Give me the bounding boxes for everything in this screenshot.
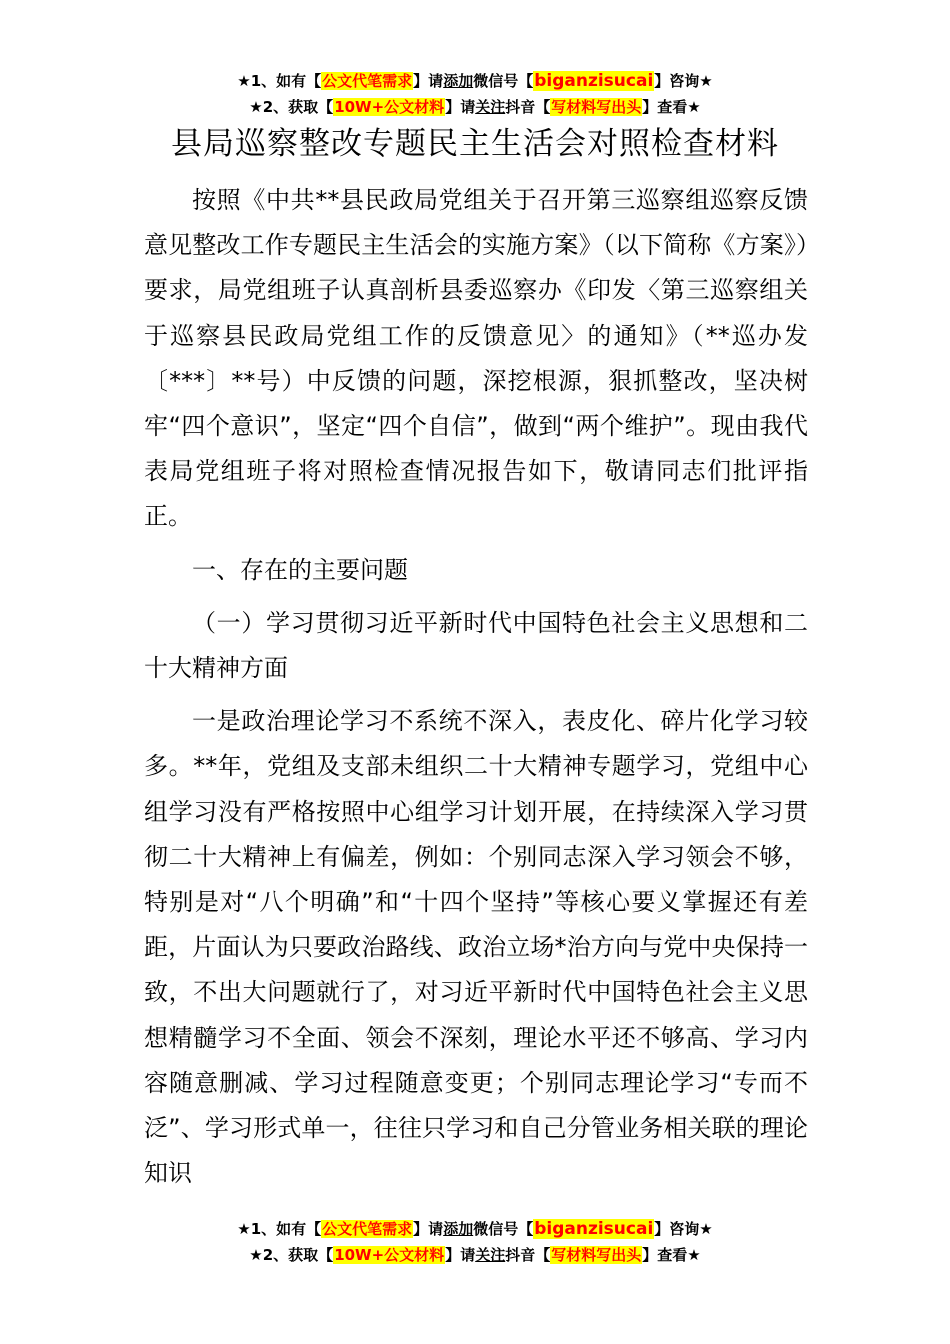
highlight-wechat-id: biganzisucai: [534, 1219, 654, 1239]
paragraph-issue-1: 一是政治理论学习不系统不深入，表皮化、碎片化学习较多。**年，党组及支部未组织二十大精神专题学习，党组中心组学习没有严格按照中心组学习计划开展，在持续深入学习贯彻二十大精神上有偏差，例如：个别同志深入学习领会不够，特别是对“八个明确”和“十四个坚持”等核心要义掌握还有差距，片面认为只要政治路线、政治立场*治方向与党中央保持一致，不出大问题就行了，对习近平新时代中国特色社会主义思想精髓学习不全面、领会不深刻，理论水平还不够高、学习内容随意删减、学习过程随意变更；个别同志理论学习“专而不泛”、学习形式单一，往往只学习和自己分管业务相关联的理论知识: [144, 707, 808, 1188]
banner-text: 】请: [445, 1246, 476, 1264]
banner-line-2: [0, 94, 950, 120]
banner-text: 】请: [413, 1220, 444, 1238]
banner-text: 】请: [413, 72, 444, 90]
banner-text: 】查看★: [642, 98, 701, 116]
highlight-wechat-id: biganzisucai: [534, 71, 654, 91]
banner-text: 微信号【: [473, 1220, 534, 1238]
header-banner: [0, 68, 950, 120]
banner-line-1: [0, 68, 950, 94]
banner-text: ★1、如有【: [237, 1220, 322, 1238]
section-heading: 一、存在的主要问题: [192, 555, 408, 584]
banner-text: ★2、获取【: [249, 1246, 334, 1264]
banner-text: 抖音【: [505, 98, 551, 116]
highlight-materials: 10W+公文材料: [334, 1246, 445, 1264]
banner-line-1: [0, 1216, 950, 1242]
highlight-materials: 10W+公文材料: [334, 98, 445, 116]
document-title: 县局巡察整改专题民主生活会对照检查材料: [171, 126, 779, 162]
banner-text-underlined: 关注: [475, 98, 506, 116]
footer-banner: [0, 1216, 950, 1268]
banner-text: 微信号【: [473, 72, 534, 90]
highlight-service: 公文代笔需求: [322, 1220, 413, 1238]
banner-text-underlined: 添加: [443, 72, 474, 90]
highlight-douyin: 写材料写出头: [551, 1246, 642, 1264]
highlight-douyin: 写材料写出头: [551, 98, 642, 116]
banner-text: 】查看★: [642, 1246, 701, 1264]
banner-text-underlined: 关注: [475, 1246, 506, 1264]
document-body: [144, 178, 808, 1196]
banner-text: 】咨询★: [654, 1220, 713, 1238]
banner-text: 】请: [445, 98, 476, 116]
banner-text: 】咨询★: [654, 72, 713, 90]
banner-text-underlined: 添加: [443, 1220, 474, 1238]
paragraph-intro: 按照《中共**县民政局党组关于召开第三巡察组巡察反馈意见整改工作专题民主生活会的实施方案》（以下简称《方案》）要求，局党组班子认真剖析县委巡察办《印发〈第三巡察组关于巡察县民政局党组工作的反馈意见〉的通知》（**巡办发〔***〕**号）中反馈的问题，深挖根源，狠抓整改，坚决树牢“四个意识”，坚定“四个自信”，做到“两个维护”。现由我代表局党组班子将对照检查情况报告如下，敬请同志们批评指正。: [144, 186, 808, 531]
banner-text: ★1、如有【: [237, 72, 322, 90]
highlight-service: 公文代笔需求: [322, 72, 413, 90]
banner-line-2: [0, 1242, 950, 1268]
subsection-heading: （一）学习贯彻习近平新时代中国特色社会主义思想和二十大精神方面: [144, 608, 808, 683]
banner-text: ★2、获取【: [249, 98, 334, 116]
banner-text: 抖音【: [505, 1246, 551, 1264]
